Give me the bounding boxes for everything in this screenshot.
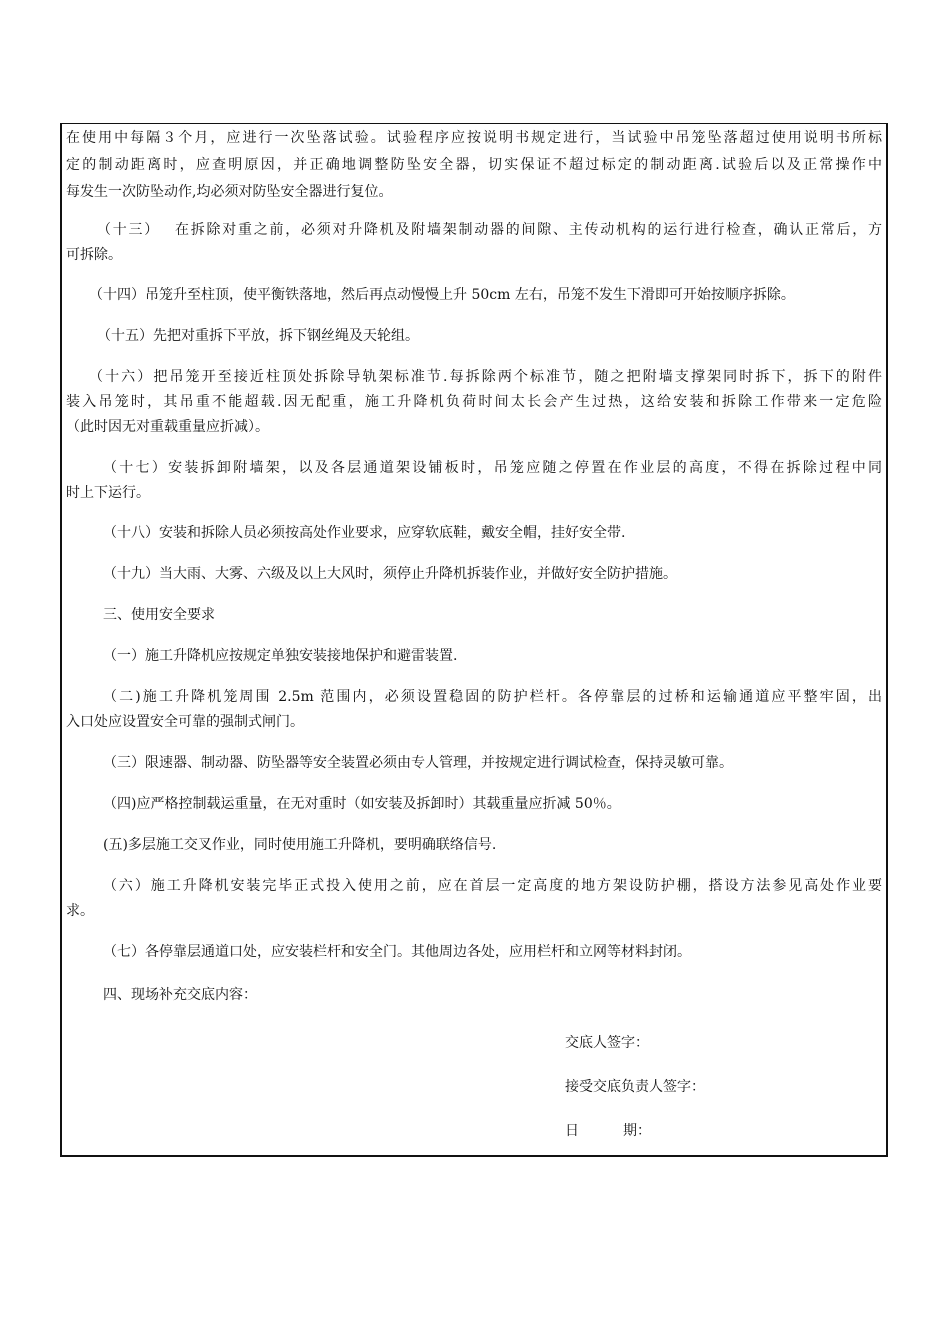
- section-3-item-6-line-1: （六）施工升降机安装完毕正式投入使用之前，应在首层一定高度的地方架设防护棚，搭设方法参见高处作业要: [103, 878, 882, 894]
- date-label-part-1: 日: [565, 1123, 579, 1139]
- item-16-line-3: （此时因无对重载重量应折减）。: [66, 419, 269, 435]
- section-3-item-6-line-2: 求。: [66, 903, 94, 919]
- section-3-item-5: (五)多层施工交叉作业，同时使用施工升降机，要明确联络信号.: [103, 837, 497, 853]
- item-17-line-2: 时上下运行。: [66, 485, 150, 501]
- paragraph-fall-test-line-2: 定的制动距离时，应查明原因，并正确地调整防坠安全器，切实保证不超过标定的制动距离.试验后以及正常操作中: [66, 157, 882, 173]
- briefer-signature-label: 交底人签字：: [565, 1035, 649, 1051]
- section-3-item-2-line-2: 入口处应设置安全可靠的强制式闸门。: [66, 714, 304, 730]
- receiver-signature-label: 接受交底负责人签字：: [565, 1079, 705, 1095]
- section-3-heading: 三、使用安全要求: [103, 607, 215, 623]
- item-13-line-2: 可拆除。: [66, 247, 122, 263]
- section-3-item-7: （七）各停靠层通道口处，应安装栏杆和安全门。其他周边各处，应用栏杆和立网等材料封闭。: [103, 944, 691, 960]
- item-13-line-1: （十三） 在拆除对重之前，必须对升降机及附墙架制动器的间隙、主传动机构的运行进行检查，确认正常后，方: [97, 222, 882, 238]
- item-19: （十九）当大雨、大雾、六级及以上大风时，须停止升降机拆装作业，并做好安全防护措施。: [103, 566, 677, 582]
- section-3-item-4: （四)应严格控制载运重量，在无对重时（如安装及拆卸时）其载重量应折减 50％。: [103, 796, 621, 812]
- section-3-item-2-line-1: （二)施工升降机笼周围 2.5m 范围内，必须设置稳固的防护栏杆。各停靠层的过桥和运输通道应平整牢固，出: [103, 689, 882, 705]
- section-4-heading: 四、现场补充交底内容：: [103, 987, 257, 1003]
- paragraph-fall-test-line-3: 每发生一次防坠动作,均必须对防坠安全器进行复位。: [66, 184, 393, 200]
- section-3-item-1: （一）施工升降机应按规定单独安装接地保护和避雷装置.: [103, 648, 458, 664]
- item-16-line-1: （十六）把吊笼开至接近柱顶处拆除导轨架标准节.每拆除两个标准节，随之把附墙支撑架同时拆下，拆下的附件: [89, 369, 882, 385]
- paragraph-fall-test-line-1: 在使用中每隔３个月，应进行一次坠落试验。试验程序应按说明书规定进行，当试验中吊笼坠落超过使用说明书所标: [66, 130, 882, 146]
- item-17-line-1: （十七）安装拆卸附墙架，以及各层通道架设铺板时，吊笼应随之停置在作业层的高度，不得在拆除过程中同: [103, 460, 882, 476]
- item-15: （十五）先把对重拆下平放，拆下钢丝绳及天轮组。: [97, 328, 419, 344]
- section-3-item-3: （三）限速器、制动器、防坠器等安全装置必须由专人管理，并按规定进行调试检查，保持灵敏可靠。: [103, 755, 733, 771]
- item-14: （十四）吊笼升至柱顶，使平衡铁落地，然后再点动慢慢上升 50cm 左右，吊笼不发生下滑即可开始按顺序拆除。: [89, 287, 795, 303]
- item-18: （十八）安装和拆除人员必须按高处作业要求，应穿软底鞋，戴安全帽，挂好安全带.: [103, 525, 626, 541]
- item-16-line-2: 装入吊笼时，其吊重不能超载.因无配重，施工升降机负荷时间太长会产生过热，这给安装和拆除工作带来一定危险: [66, 394, 882, 410]
- date-label-part-2: 期：: [623, 1123, 651, 1139]
